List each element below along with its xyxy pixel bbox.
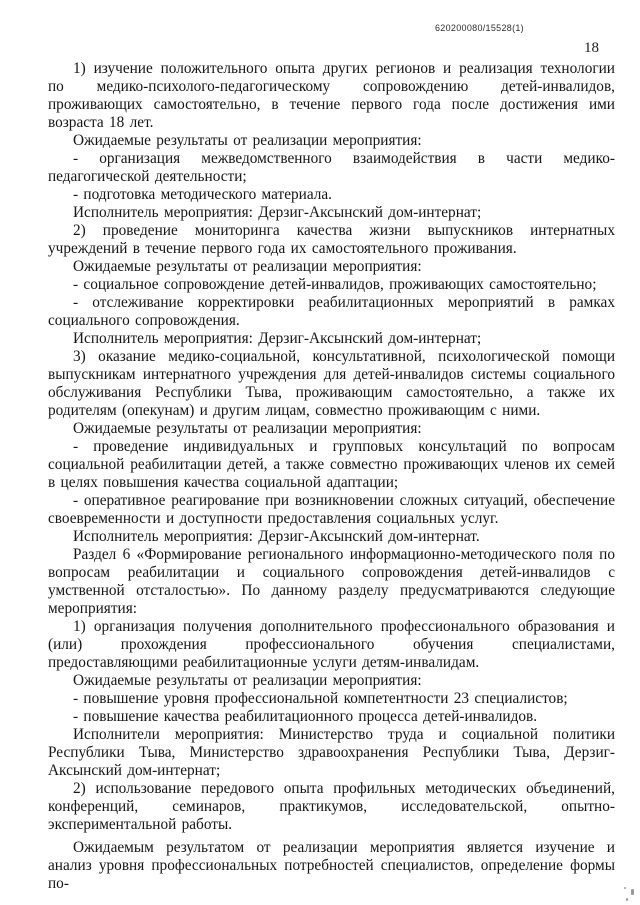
paragraph: Исполнитель мероприятия: Дерзиг-Аксынский дом-интернат; [73,204,482,221]
paragraph: Ожидаемые результаты от реализации мероприятия: [73,258,422,275]
paragraph: - повышение уровня профессиональной компетентности 23 специалистов; [73,690,568,707]
paragraph: 2) использование передового опыта профильных методических объединений, конференций, семинаров, практикумов, исследовательской, опытно-экспериментальной работы. [48,780,615,833]
paragraph: - организация межведомственного взаимодействия в части медико-педагогической деятельности; [48,150,615,185]
paragraph: - социальное сопровождение детей-инвалидов, проживающих самостоятельно; [73,276,597,293]
scan-artifact-speck [626,898,628,901]
paragraph: Ожидаемые результаты от реализации мероприятия: [73,132,422,149]
paragraph: Ожидаемые результаты от реализации мероприятия: [73,672,422,689]
scan-artifact-speck [624,887,626,889]
page-number: 18 [584,40,599,56]
paragraph: - подготовка методического материала. [73,186,333,203]
paragraph: Исполнитель мероприятия: Дерзиг-Аксынский дом-интернат. [73,528,480,545]
paragraph: 1) организация получения дополнительного профессионального образования и (или) прохождения профессионального обучения специалистами, предоставляющими реабилитационные услуги детям-инвалидам. [48,618,615,671]
paragraph: - отслеживание корректировки реабилитационных мероприятий в рамках социального сопровождения. [48,294,615,329]
paragraph: - повышение качества реабилитационного процесса детей-инвалидов. [73,708,538,725]
scan-artifact-speck [631,889,634,895]
paragraph: 1) изучение положительного опыта других регионов и реализация технологии по медико-психолого-педагогическому сопровождению детей-инвалидов, проживающих самостоятельно, в течение первого года после достижения ими возраста 18 лет. [48,60,615,131]
document-stamp-number: 620200080/15528(1) [435,23,524,33]
paragraph: Ожидаемым результатом от реализации мероприятия является изучение и анализ уровня профессиональных потребностей специалистов, определение формы по- [48,839,615,892]
paragraph: 3) оказание медико-социальной, консультативной, психологической помощи выпускникам интернатного учреждения для детей-инвалидов системы социального обслуживания Республики Тыва, проживающим самостоятельно, а также их родителям (опекунам) и другим лицам, совместно проживающим с ними. [48,348,615,419]
paragraph-section-6-heading: Раздел 6 «Формирование регионального информационно-методического поля по вопросам реабилитации и социального сопровождения детей-инвалидов с умственной отсталостью». По данному разделу предусматриваются следующие мероприятия: [48,546,615,617]
paragraph: Ожидаемые результаты от реализации мероприятия: [73,420,422,437]
paragraph: - оперативное реагирование при возникновении сложных ситуаций, обеспечение своевременности и доступности предоставления социальных услуг. [48,492,615,527]
document-body [48,60,615,893]
paragraph: - проведение индивидуальных и групповых консультаций по вопросам социальной реабилитации детей, а также совместно проживающих членов их семей в целях повышения качества социальной адаптации; [48,438,615,491]
paragraph: Исполнитель мероприятия: Дерзиг-Аксынский дом-интернат; [73,330,482,347]
paragraph: Исполнители мероприятия: Министерство труда и социальной политики Республики Тыва, Министерство здравоохранения Республики Тыва, Дерзиг-Аксынский дом-интернат; [48,726,615,779]
paragraph: 2) проведение мониторинга качества жизни выпускников интернатных учреждений в течение первого года их самостоятельного проживания. [48,222,615,257]
